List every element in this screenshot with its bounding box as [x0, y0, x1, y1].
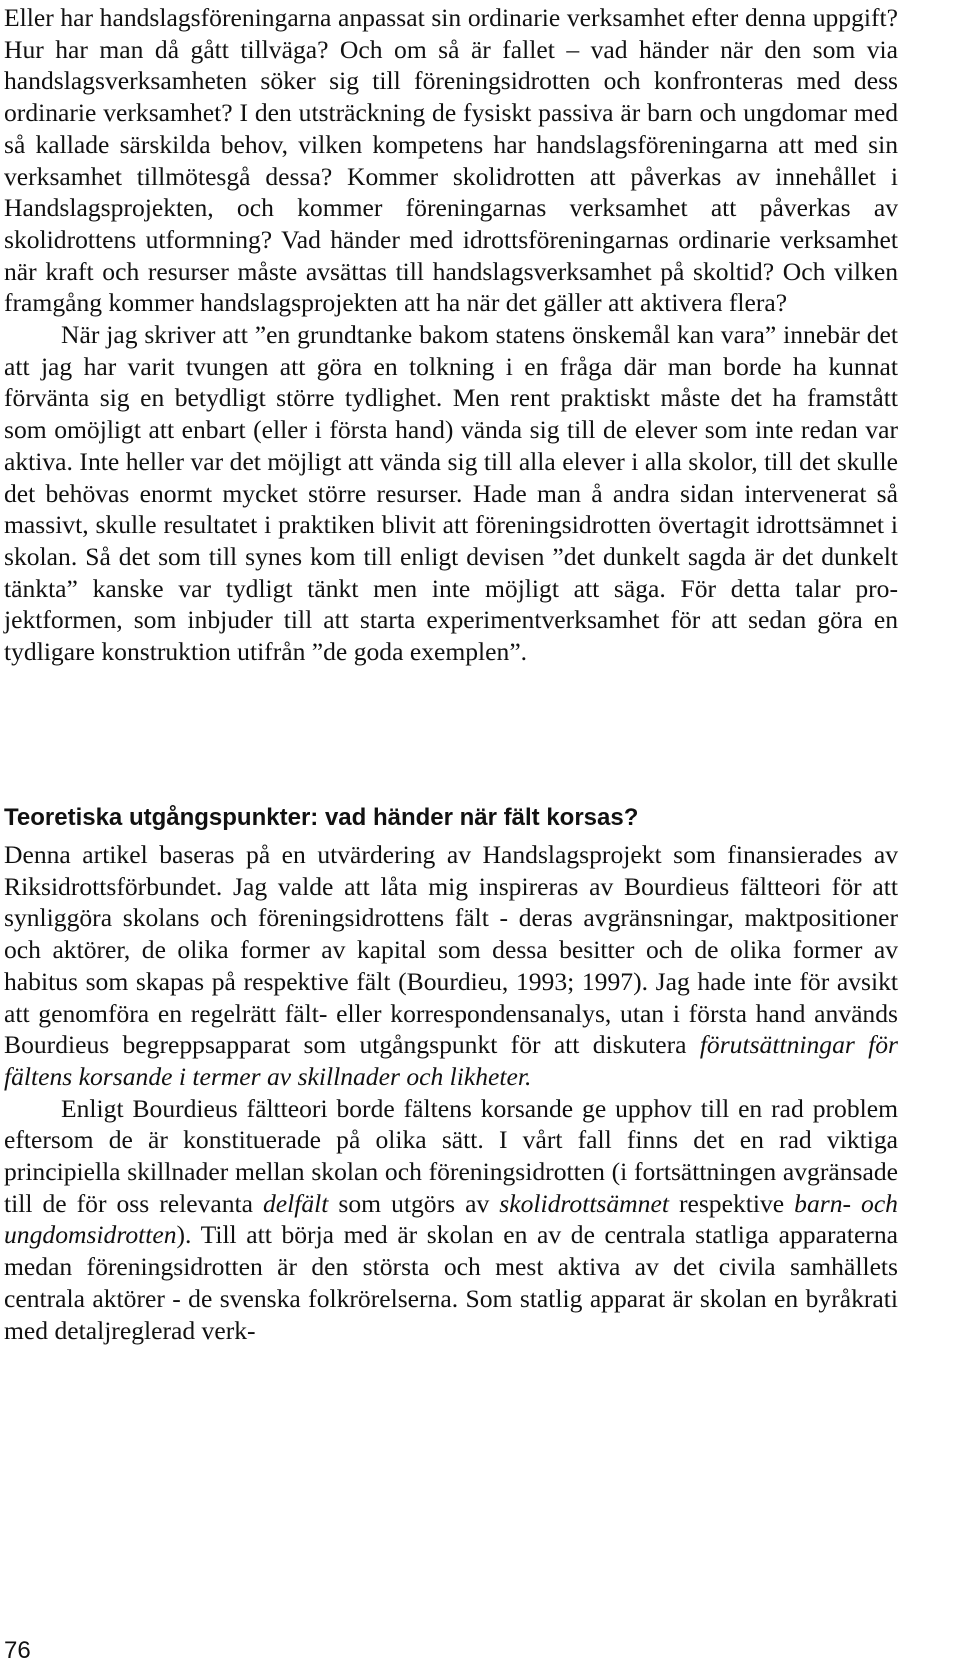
emphasis: skolidrottsämnet	[499, 1188, 669, 1218]
section	[4, 803, 898, 833]
text-run: Denna artikel baseras på en utvärdering av Handslagsprojekt som finansierades av Riksidrottsförbundet. Jag valde att låta mig inspireras av Bourdieus fältteori för att synliggöra skolans och föreningsidrottens fält - deras avgränsningar, maktpositioner och aktörer, de olika former av kapital som dessa besitter och de olika former av habitus som skapas på respektive fält (Bourdieu, 1993; 1997). Jag hade inte för avsikt att genomföra en regelrätt fält- eller korrespondensanalys, utan i första hand används Bourdieus begreppsapparat som utgångspunkt för att diskutera	[4, 840, 898, 1060]
section-body	[4, 839, 898, 1346]
emphasis: förutsättningar för fältens korsande i termer av skillnader och likheter.	[4, 1030, 898, 1091]
emphasis: delfält	[263, 1188, 329, 1218]
emphasis: barn- och ungdomsidrotten	[4, 1188, 898, 1250]
paragraph-theory-intro	[4, 839, 898, 1093]
text-run: Enligt Bourdieus fältteori borde fältens korsande ge upphov till en rad problem eftersom de är konstituerade på olika sätt. I vårt fall finns det en rad viktiga principiella skillnader mellan skolan och föreningsidrotten (i fortsättningen avgränsade till de för oss relevanta	[4, 1093, 898, 1218]
paragraph-interpretation: När jag skriver att ”en grundtanke bakom statens önskemål kan vara” innebär det att jag har varit tvungen att göra en tolkning i en fråga där man borde ha kunnat förvänta sig en betydligt större tydlighet. Men rent praktiskt måste det ha framstått som omöjligt att enbart (eller i första hand) vända sig till de elever som inte redan var aktiva. Inte heller var det möjligt att vända sig till alla elever i alla skolor, till det skulle det behövas enormt mycket större resurser. Hade man å andra sidan intervenerat så massivt, skulle resultatet i praktiken blivit att föreningsidrotten övertagit idrottsämnet i skolan. Så det som till synes kom till enligt devisen ”det dunkelt sagda är det dunkelt tänkta” kanske var tydligt tänkt men inte möjligt att säga. För detta talar projektformen, som inbjuder till att starta experimentverksamhet för att sedan göra en tydligare konstruktion utifrån ”de goda exemplen”.	[4, 320, 898, 667]
text-run: ). Till att börja med är skolan en av de centrala statliga apparaterna medan föreningsidrotten är den största och mest aktiva av det civila samhällets centrala aktörer - de svenska folkrörelserna. Som statlig apparat är skolan en byråkrati med detaljreglerad verk-	[4, 1220, 898, 1345]
paragraph-field-theory	[4, 1093, 898, 1347]
body-text-top	[4, 2, 898, 668]
page-number: 76	[4, 1637, 31, 1664]
paragraph-questions: Eller har handslagsföreningarna anpassat sin ordinarie verksamhet efter denna uppgift? Hur har man då gått tillväga? Och om så är fallet – vad händer när den som via handslagsverksamheten söker sig till föreningsidrotten och konfronteras med dess ordinarie verksamhet? I den utsträckning de fysiskt passiva är barn och ungdomar med så kallade särskilda behov, vilken kompetens har handslagsföreningarna att med sin verksamhet tillmötesgå dessa? Kommer skolidrotten att påverkas av innehållet i Handslagsprojekten, och kommer föreningarnas verksamhet att påverkas av skolidrottens utformning? Vad händer med idrottsföreningarnas ordinarie verksamhet när kraft och resurser måste avsättas till handslagsverksamhet på skoltid? Och vilken framgång kommer handslagsprojekten att ha när det gäller att aktivera flera?	[4, 3, 898, 318]
text-run: som utgörs av	[328, 1188, 500, 1218]
text-run: respektive	[668, 1188, 795, 1218]
section-heading: Teoretiska utgångspunkter: vad händer när fält korsas?	[4, 804, 639, 831]
